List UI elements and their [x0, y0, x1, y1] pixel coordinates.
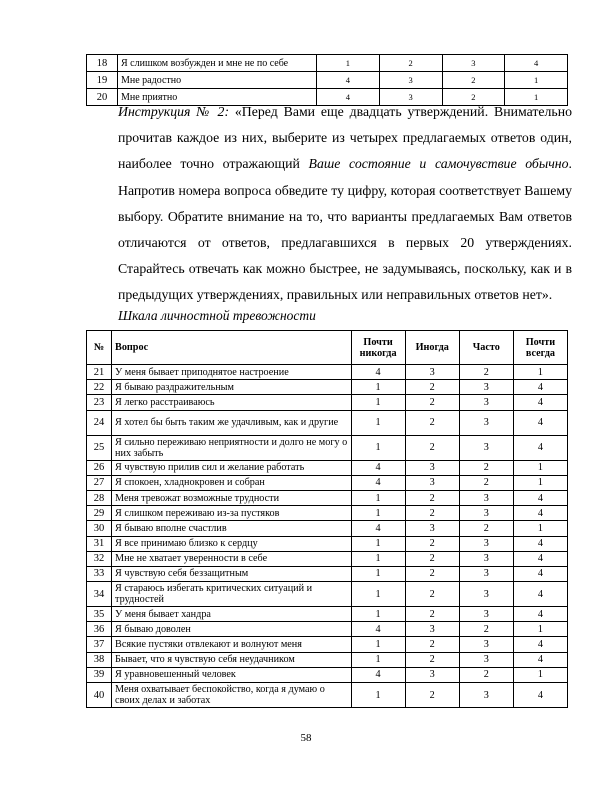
anxiety-scale-table [86, 330, 568, 708]
instruction-text-2: . Напротив номера вопроса обведите ту цифру, которая соответствует Вашему выбору. Обратите внимание на то, что варианты предлагаемых Вам ответов отличаются от ответов, предлагавшихся в первых 20 утверждениях. Старайтесь отвечать как можно быстрее, не задумываясь, поскольку, как и в предыдущих утверждениях, правильных или неправильных ответов нет». [118, 156, 572, 303]
table-row [87, 460, 568, 475]
row-number: 33 [87, 566, 112, 581]
row-answer-value: 1 [505, 89, 568, 106]
row-answer-value: 4 [513, 551, 567, 566]
row-question: Я легко расстраиваюсь [112, 395, 351, 410]
row-answer-value: 2 [405, 536, 459, 551]
row-answer-value: 4 [513, 395, 567, 410]
row-answer-value: 2 [405, 607, 459, 622]
row-question: Бывает, что я чувствую себя неудачником [112, 652, 351, 667]
row-question: Я бываю вполне счастлив [112, 521, 351, 536]
row-question: Я чувствую себя беззащитным [112, 566, 351, 581]
row-answer-value: 3 [459, 410, 513, 435]
row-number: 30 [87, 521, 112, 536]
row-answer-value: 3 [459, 395, 513, 410]
row-answer-value: 4 [317, 89, 380, 106]
table-row [87, 622, 568, 637]
row-question: Я хотел бы быть таким же удачливым, как и другие [112, 410, 351, 435]
row-number: 40 [87, 683, 112, 708]
table-row [87, 55, 568, 72]
row-answer-value: 4 [505, 55, 568, 72]
table-row [87, 566, 568, 581]
table-row [87, 435, 568, 460]
row-answer-value: 4 [513, 637, 567, 652]
row-number: 38 [87, 652, 112, 667]
row-answer-value: 3 [459, 607, 513, 622]
row-answer-value: 1 [351, 410, 405, 435]
row-question: Я все принимаю близко к сердцу [112, 536, 351, 551]
table-row [87, 683, 568, 708]
row-answer-value: 1 [351, 652, 405, 667]
row-answer-value: 4 [513, 536, 567, 551]
table-row [87, 365, 568, 380]
row-answer-value: 2 [405, 566, 459, 581]
table-row [87, 521, 568, 536]
row-answer-value: 1 [513, 622, 567, 637]
row-answer-value: 3 [459, 652, 513, 667]
row-answer-value: 3 [459, 637, 513, 652]
row-question: Я чувствую прилив сил и желание работать [112, 460, 351, 475]
row-answer-value: 1 [351, 380, 405, 395]
instruction-label: Инструкция № 2: [118, 104, 230, 119]
row-answer-value: 2 [405, 637, 459, 652]
header-num: № [87, 331, 112, 365]
row-answer-value: 4 [513, 435, 567, 460]
row-number: 18 [87, 55, 118, 72]
page-number: 58 [300, 732, 312, 744]
row-question: У меня бывает хандра [112, 607, 351, 622]
row-answer-value: 1 [513, 365, 567, 380]
row-answer-value: 4 [513, 506, 567, 521]
row-answer-value: 1 [351, 683, 405, 708]
instruction-text-1: «Перед Вами еще двадцать утверждений. Внимательно прочитав каждое из них, выберите из четырех предлагаемых ответов один, наиболее точно отражающий [118, 104, 572, 172]
row-question: Мне радостно [118, 72, 317, 89]
table-row [87, 652, 568, 667]
table-header-row [87, 331, 568, 365]
row-answer-value: 2 [405, 395, 459, 410]
row-answer-value: 1 [351, 506, 405, 521]
instruction-paragraph [86, 99, 572, 309]
row-number: 24 [87, 410, 112, 435]
row-answer-value: 1 [513, 667, 567, 682]
row-question: Я спокоен, хладнокровен и собран [112, 475, 351, 490]
row-answer-value: 1 [513, 460, 567, 475]
row-answer-value: 3 [405, 365, 459, 380]
row-number: 39 [87, 667, 112, 682]
row-answer-value: 2 [405, 683, 459, 708]
row-answer-value: 1 [351, 566, 405, 581]
row-answer-value: 1 [351, 637, 405, 652]
row-question: Я бываю раздражительным [112, 380, 351, 395]
row-question: Я уравновешенный человек [112, 667, 351, 682]
row-answer-value: 2 [459, 622, 513, 637]
row-answer-value: 1 [351, 435, 405, 460]
table-row [87, 380, 568, 395]
row-answer-value: 4 [513, 683, 567, 708]
table-row [87, 607, 568, 622]
row-number: 21 [87, 365, 112, 380]
row-answer-value: 1 [351, 607, 405, 622]
row-answer-value: 2 [405, 582, 459, 607]
row-question: Я бываю доволен [112, 622, 351, 637]
row-number: 26 [87, 460, 112, 475]
table-row [87, 475, 568, 490]
row-answer-value: 3 [459, 435, 513, 460]
row-answer-value: 4 [351, 521, 405, 536]
row-number: 28 [87, 490, 112, 505]
row-number: 19 [87, 72, 118, 89]
row-answer-value: 3 [459, 380, 513, 395]
row-answer-value: 2 [459, 460, 513, 475]
row-question: Я слишком переживаю из-за пустяков [112, 506, 351, 521]
row-answer-value: 2 [405, 506, 459, 521]
row-answer-value: 3 [442, 55, 505, 72]
row-question: Меня охватывает беспокойство, когда я думаю о своих делах и заботах [112, 683, 351, 708]
table-row [87, 667, 568, 682]
row-answer-value: 2 [442, 72, 505, 89]
row-number: 31 [87, 536, 112, 551]
row-answer-value: 2 [405, 380, 459, 395]
row-answer-value: 1 [317, 55, 380, 72]
header-question: Вопрос [112, 331, 351, 365]
table-row [87, 506, 568, 521]
row-answer-value: 1 [505, 72, 568, 89]
row-answer-value: 4 [351, 622, 405, 637]
row-answer-value: 3 [405, 475, 459, 490]
row-number: 34 [87, 582, 112, 607]
row-question: Меня тревожат возможные трудности [112, 490, 351, 505]
row-answer-value: 4 [351, 365, 405, 380]
row-answer-value: 4 [317, 72, 380, 89]
row-number: 36 [87, 622, 112, 637]
row-answer-value: 2 [405, 410, 459, 435]
row-question: Всякие пустяки отвлекают и волнуют меня [112, 637, 351, 652]
row-answer-value: 2 [442, 89, 505, 106]
row-answer-value: 3 [459, 551, 513, 566]
row-answer-value: 2 [459, 667, 513, 682]
table-row [87, 551, 568, 566]
row-answer-value: 4 [351, 667, 405, 682]
row-answer-value: 3 [405, 667, 459, 682]
row-answer-value: 2 [379, 55, 442, 72]
row-number: 23 [87, 395, 112, 410]
table-row [87, 410, 568, 435]
table-row [87, 582, 568, 607]
header-almost-always: Почти всегда [513, 331, 567, 365]
header-often: Часто [459, 331, 513, 365]
row-answer-value: 3 [459, 506, 513, 521]
table-row [87, 395, 568, 410]
row-answer-value: 3 [405, 521, 459, 536]
row-answer-value: 3 [405, 460, 459, 475]
table-row [87, 536, 568, 551]
row-answer-value: 2 [459, 475, 513, 490]
row-question: Я слишком возбужден и мне не по себе [118, 55, 317, 72]
row-number: 25 [87, 435, 112, 460]
row-answer-value: 2 [405, 551, 459, 566]
row-answer-value: 4 [513, 607, 567, 622]
row-answer-value: 2 [405, 435, 459, 460]
row-answer-value: 2 [405, 652, 459, 667]
row-answer-value: 4 [513, 380, 567, 395]
row-number: 20 [87, 89, 118, 106]
row-question: Я сильно переживаю неприятности и долго не могу о них забыть [112, 435, 351, 460]
row-answer-value: 4 [513, 566, 567, 581]
row-answer-value: 2 [459, 365, 513, 380]
header-sometimes: Иногда [405, 331, 459, 365]
row-answer-value: 4 [351, 475, 405, 490]
row-answer-value: 2 [459, 521, 513, 536]
row-answer-value: 4 [513, 410, 567, 435]
instruction-emphasis: Ваше состояние и самочувствие обычно [308, 156, 569, 172]
table-row [87, 72, 568, 89]
row-question: Я стараюсь избегать критических ситуаций и трудностей [112, 582, 351, 607]
row-answer-value: 4 [513, 490, 567, 505]
row-answer-value: 4 [513, 652, 567, 667]
header-almost-never: Почти никогда [351, 331, 405, 365]
row-answer-value: 3 [379, 72, 442, 89]
row-answer-value: 3 [459, 683, 513, 708]
row-answer-value: 3 [459, 536, 513, 551]
row-answer-value: 3 [459, 490, 513, 505]
table-row [87, 490, 568, 505]
row-answer-value: 3 [379, 89, 442, 106]
row-number: 32 [87, 551, 112, 566]
row-question: У меня бывает приподнятое настроение [112, 365, 351, 380]
row-answer-value: 1 [351, 551, 405, 566]
row-answer-value: 1 [351, 582, 405, 607]
row-answer-value: 2 [405, 490, 459, 505]
row-answer-value: 3 [405, 622, 459, 637]
row-answer-value: 1 [351, 490, 405, 505]
row-question: Мне не хватает уверенности в себе [112, 551, 351, 566]
row-answer-value: 4 [351, 460, 405, 475]
table-row [87, 637, 568, 652]
row-answer-value: 3 [459, 582, 513, 607]
row-question: Мне приятно [118, 89, 317, 106]
row-number: 22 [87, 380, 112, 395]
row-number: 37 [87, 637, 112, 652]
row-number: 27 [87, 475, 112, 490]
row-answer-value: 3 [459, 566, 513, 581]
row-answer-value: 1 [351, 395, 405, 410]
row-answer-value: 1 [513, 521, 567, 536]
row-answer-value: 1 [351, 536, 405, 551]
row-number: 35 [87, 607, 112, 622]
row-answer-value: 4 [513, 582, 567, 607]
scale-title: Шкала личностной тревожности [118, 308, 316, 323]
row-answer-value: 1 [513, 475, 567, 490]
row-number: 29 [87, 506, 112, 521]
